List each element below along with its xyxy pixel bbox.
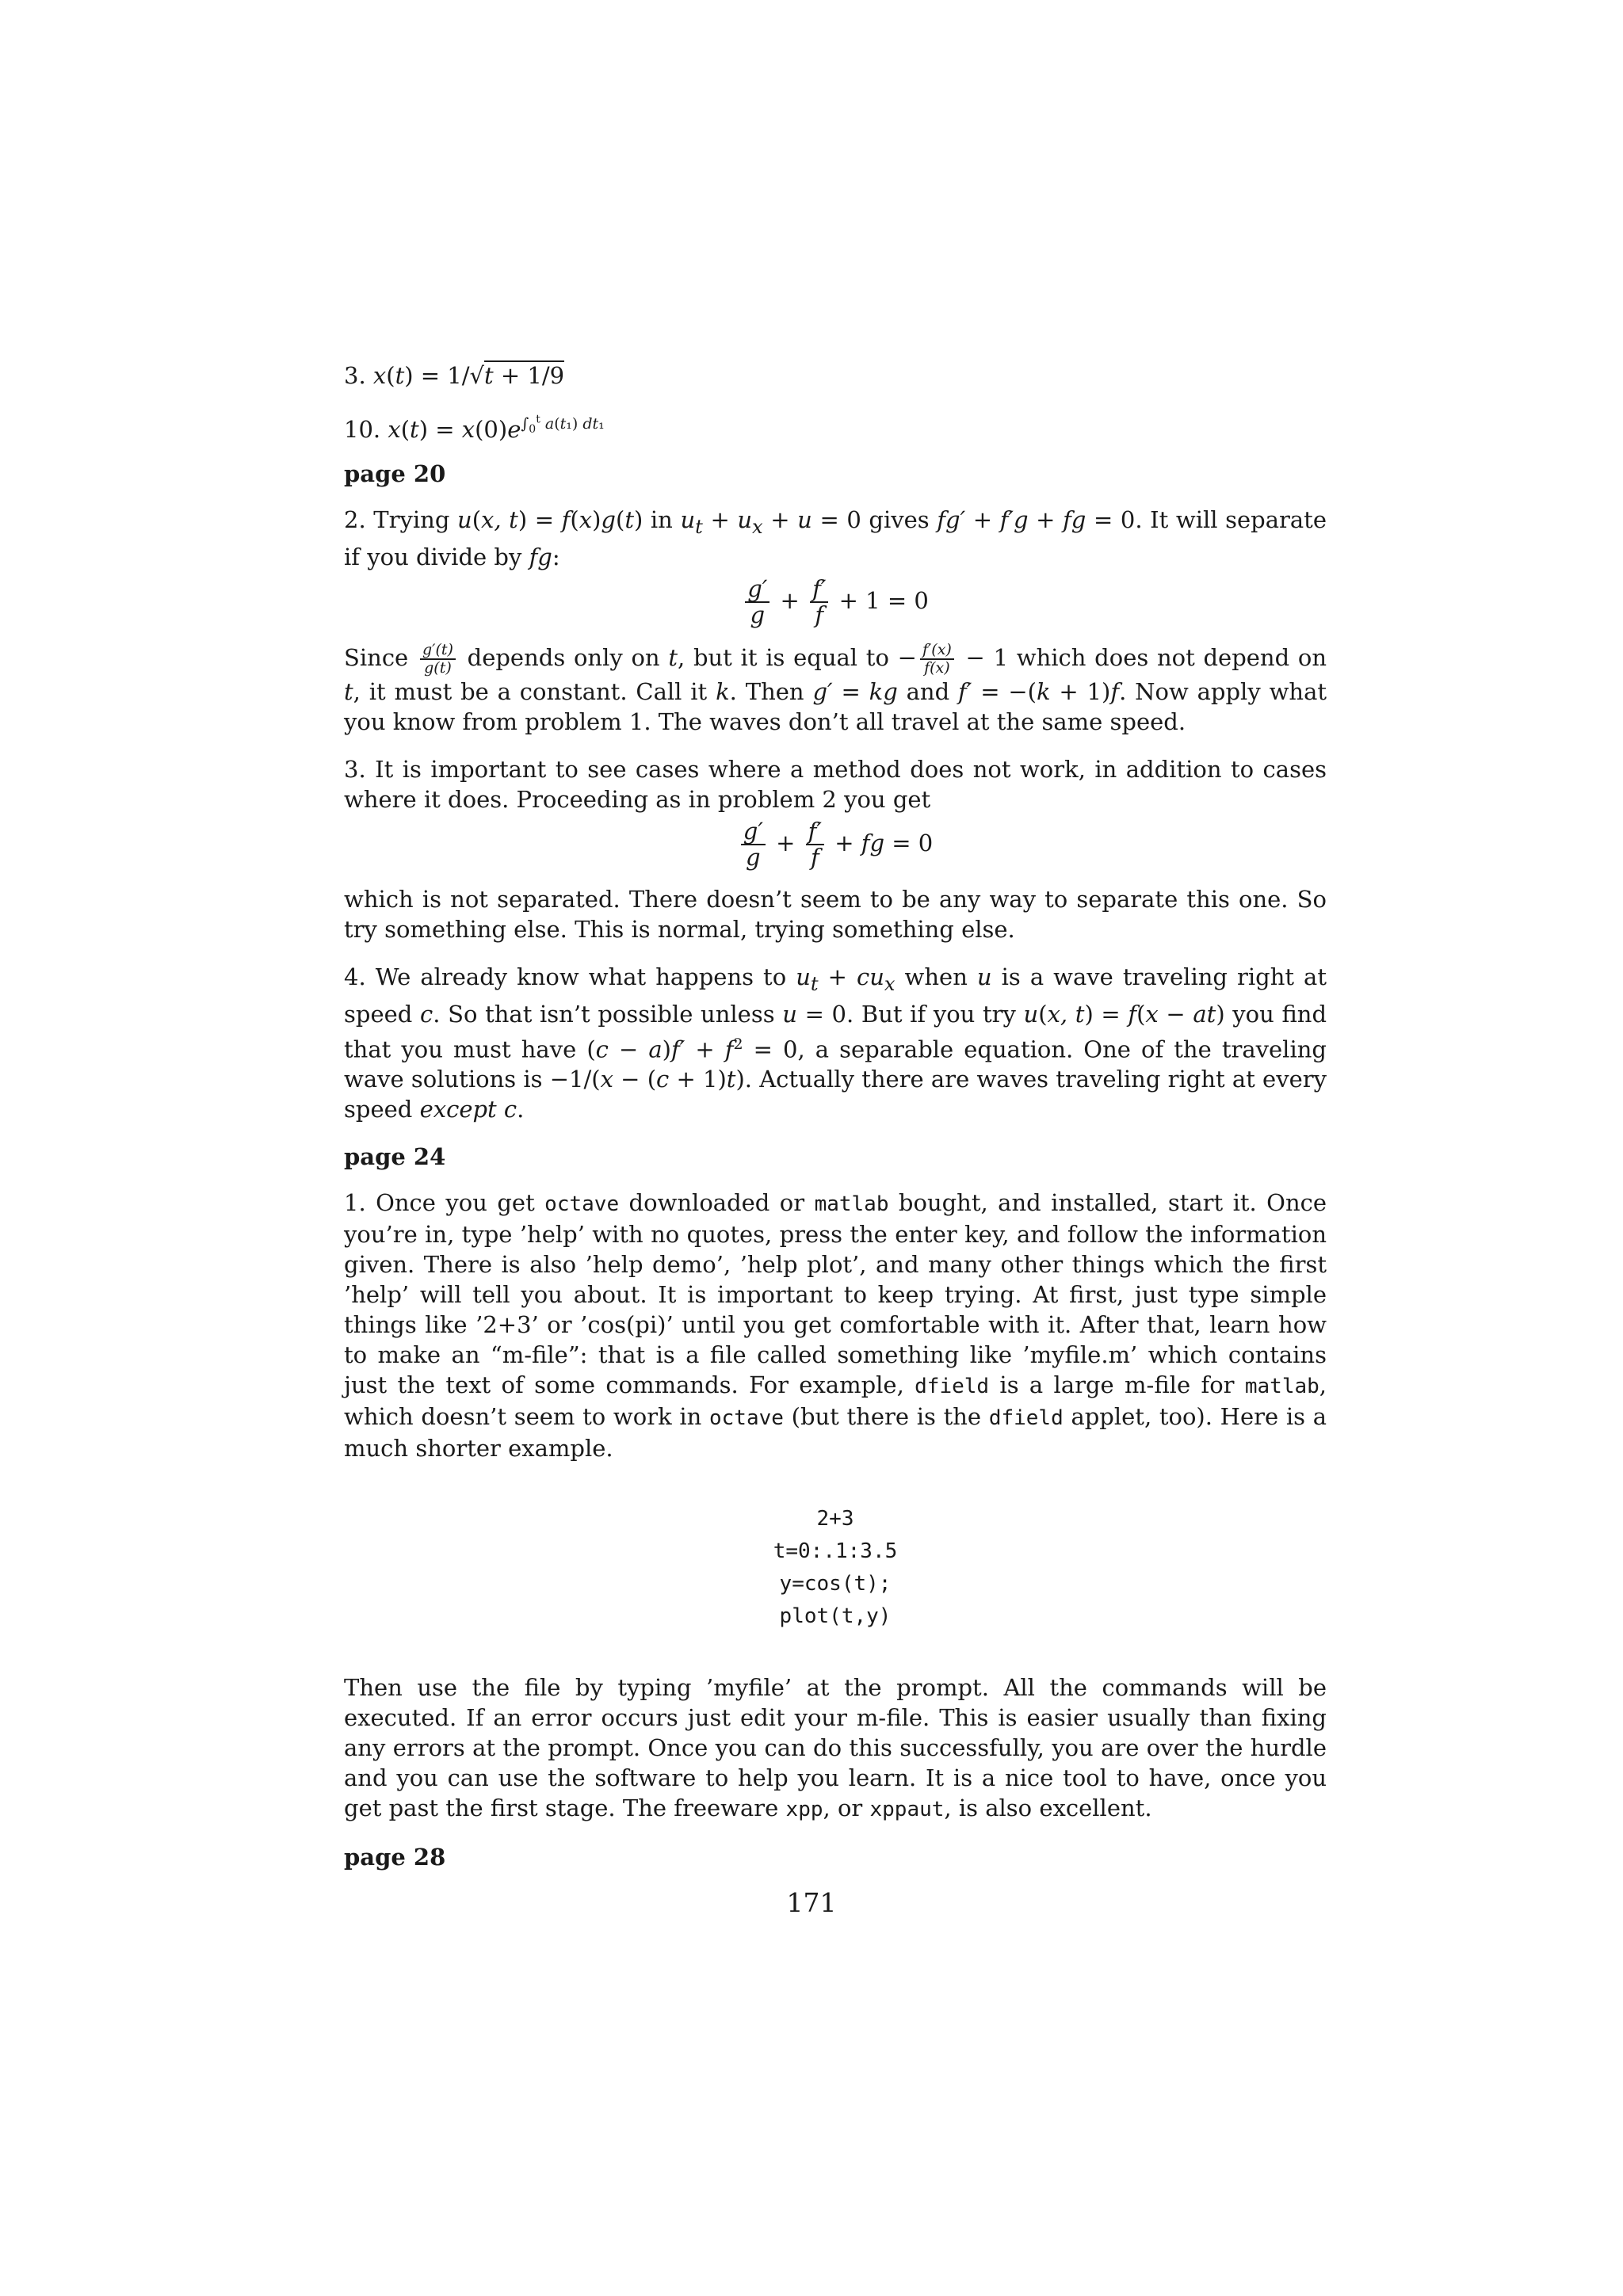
page-number: 171 xyxy=(786,1887,837,1918)
code-line: t=0:.1:3.5 xyxy=(773,1539,898,1564)
after-code-text: Then use the file by typing ’myfile’ at the prompt. All the commands will be executed. If an error occurs just edit your m-file. This is easier usually than fixing any errors at the prompt. Once you can do this successfully, you are over the hurdle and you can use the software to help you learn. It is a nice tool to have, once you get past the first stage. The freeware xpp, or xppaut, is also excellent. xyxy=(344,1674,1327,1822)
solution-3-after: which is not separated. There doesn’t seem to be any way to separate this one. So try something else. This is normal, trying something else. xyxy=(344,885,1327,943)
document-body xyxy=(344,360,1327,1888)
heading-page-24: page 24 xyxy=(344,1143,446,1171)
code-line: y=cos(t); xyxy=(779,1572,892,1596)
exercise-1-software: 1. Once you get octave downloaded or matlab bought, and installed, start it. Once you’re in, type ’help’ with no quotes, press the enter key, and follow the information given. There is also ’help demo’, ’help plot’, and many other things which the first ’help’ will tell you about. It is important to keep trying. At first, just type simple things like ’2+3’ or ’cos(pi)’ until you get comfortable with it. After that, learn how to make an “m-file”: that is a file called something like ’myfile.m’ which contains just the text of some commands. For example, dfield is a large m-file for matlab, which doesn’t seem to work in octave (but there is the dfield applet, too). Here is a much shorter example. xyxy=(344,1189,1327,1463)
solution-3-intro: 3. It is important to see cases where a method does not work, in addition to cases where it does. Proceeding as in problem 2 you get xyxy=(344,755,1327,813)
heading-page-20: page 20 xyxy=(344,460,446,488)
answer-item-10: 10. $x(t) = x(0)e^{\int_0^t a(t_1) dt_1}$ xyxy=(344,414,605,443)
heading-page-28: page 28 xyxy=(344,1844,446,1871)
solution-4: 4. We already know what happens to $u_t + cu_x$ when u is a wave traveling right at speed c. So that isn’t possible unless u = 0. But if you try u(x, t) = f(x − at) you find that you must have $(c - a)f' + f^2 = 0$, a separable equation. One of the traveling wave solutions is −1/(x − (c + 1)t). Actually there are waves traveling right at every speed except c. xyxy=(344,963,1327,1123)
solution-2-intro: 2. Trying u(x, t) = f(x)g(t) in $u_t + u_x + u = 0$ gives fg′ + f′g + fg = 0. It will separate if you divide by fg: xyxy=(344,506,1327,570)
answer-item-3: 3. x(t) = 1/√t + 1/9 xyxy=(344,362,565,389)
solution-2-body: Since $\frac{g'(t)}{g(t)}$ depends only on t, but it is equal to − $\frac{f'(x)}{f(x)}$ − 1 which does not depend on t, it must be a constant. Call it k. Then g′ = kg and f′ = −(k + 1)f. Now apply what you know from problem 1. The waves don’t all travel at the same speed. xyxy=(344,640,1327,735)
equation-not-separated: $\frac{g'}{g}$ + $\frac{f'}{f}$ + fg = 0 xyxy=(344,819,1327,870)
code-line: plot(t,y) xyxy=(779,1604,892,1629)
code-example xyxy=(344,1503,1327,1633)
equation-separated: $\frac{g'}{g}$ + $\frac{f'}{f}$ + 1 = 0 xyxy=(344,577,1327,627)
code-line: 2+3 xyxy=(816,1507,854,1531)
